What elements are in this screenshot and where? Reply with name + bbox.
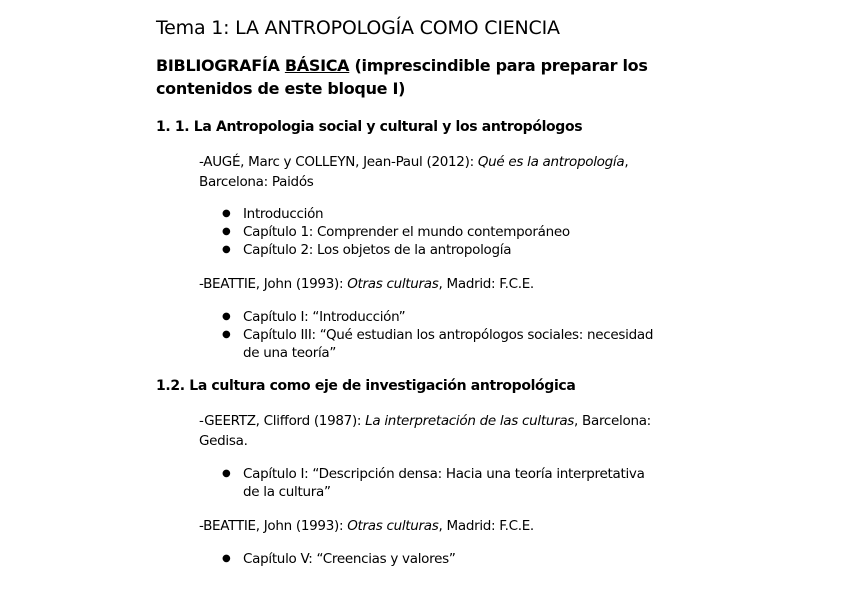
reference-tail: , [624,154,629,170]
reference-lead: -GEERTZ, Clifford (1987): [199,413,366,429]
reference-geertz [199,411,651,431]
bullet-icon: ● [222,244,231,255]
bibliography-heading-line1 [156,54,648,77]
bibliography-rest: (imprescindible para preparar los [349,56,648,75]
reference-tail: , Madrid: F.C.E. [438,518,534,534]
reference-work-title: La interpretación de las culturas [365,413,575,429]
bullet-icon: ● [222,208,231,219]
section-heading-1-1: 1. 1. La Antropologia social y cultural y los antropólogos [156,119,583,135]
section-heading-1-2: 1.2. La cultura como eje de investigación antropológica [156,378,576,394]
page-title: Tema 1: LA ANTROPOLOGÍA COMO CIENCIA [156,17,560,39]
reference-lead: -AUGÉ, Marc y COLLEYN, Jean-Paul (2012): [199,154,478,170]
bullet-icon: ● [222,311,231,322]
reference-lead: -BEATTIE, John (1993): [199,276,348,292]
bibliography-heading-line2: contenidos de este bloque I) [156,79,406,98]
reference-beattie [199,274,534,294]
bullet-icon: ● [222,468,231,479]
reference-geertz-line2: Gedisa. [199,433,248,449]
bibliography-underlined: BÁSICA [284,56,350,75]
reference-beattie-2 [199,516,534,536]
bibliography-prefix: BIBLIOGRAFÍA [156,56,285,75]
document-page: Tema 1: LA ANTROPOLOGÍA COMO CIENCIA BIBLIOGRAFÍA BÁSICA (imprescindible para preparar los contenidos de este bloque I) 1. 1. La Antropologia social y cultural y los antropólogos -AUGÉ, Marc y COLLEYN, Jean-Paul (2012): Qué es la antropología, Barcelona: Paidós ● Introducción ● Capítulo 1: Comprender el mundo contemporáneo ● Capítulo 2: Los objetos de la antropología -BEATTIE, John (1993): Otras culturas, Madrid: F.C.E. ● Capítulo I: “Introducción” ● Capítulo III: “Qué estudian los antropólogos sociales: necesidad de una teoría” 1.2. La cultura como eje de investigación antropológica -GEERTZ, Clifford (1987): La interpretación de las culturas, Barcelona: Gedisa. ● Capítulo I: “Descripción densa: Hacia una teoría interpretativa de la cultura” -BEATTIE, John (1993): Otras culturas, Madrid: F.C.E. ● Capítulo V: “Creencias y valores” [156,17,654,567]
bullet-icon: ● [222,226,231,237]
reference-tail: , Barcelona: [574,413,651,429]
reference-auge-line2: Barcelona: Paidós [199,174,314,190]
reference-work-title: Otras culturas [347,276,439,292]
reference-lead: -BEATTIE, John (1993): [199,518,348,534]
reference-auge [199,152,628,172]
reference-tail: , Madrid: F.C.E. [438,276,534,292]
bullet-icon: ● [222,329,231,340]
bullet-icon: ● [222,553,231,564]
reference-work-title: Qué es la antropología [477,154,625,170]
reference-work-title: Otras culturas [347,518,439,534]
